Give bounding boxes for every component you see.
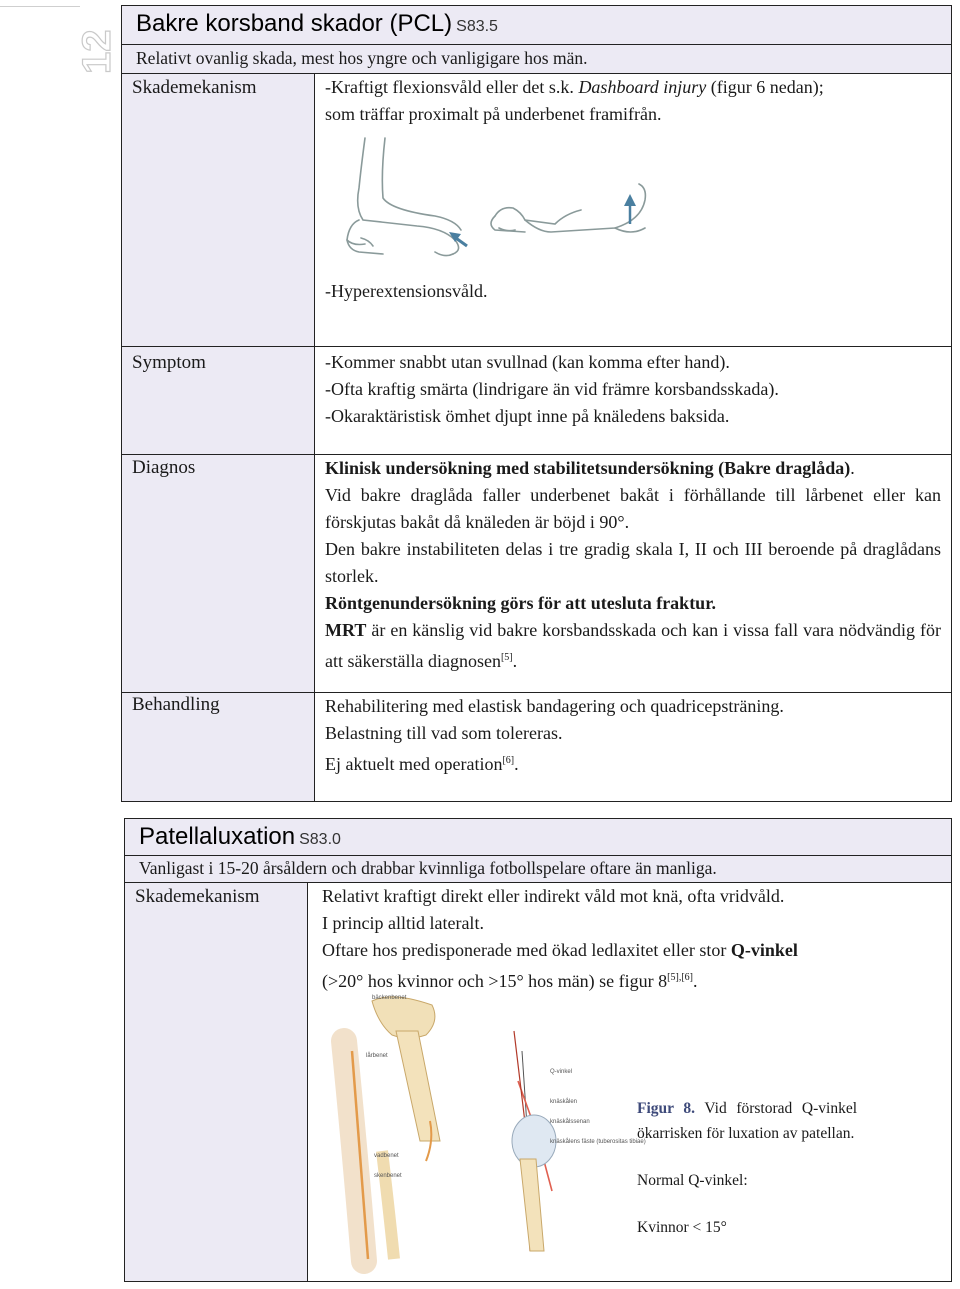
- pcl-symptom-3: -Okaraktäristisk ömhet djupt inne på knäledens baksida.: [325, 406, 730, 426]
- pcl-subtitle: Relativt ovanlig skada, mest hos yngre och vanligigare hos män.: [122, 45, 952, 74]
- pcl-diagnos-mrt: MRT: [325, 620, 367, 640]
- pcl-mech-text-c: (figur 6 nedan);: [706, 77, 824, 97]
- caption-figure-number: Figur 8.: [637, 1100, 696, 1117]
- pcl-table: [121, 5, 952, 802]
- pcl-diagnos-cell: [315, 455, 952, 693]
- pcl-mech-line2: som träffar proximalt på underbenet framifrån.: [325, 104, 662, 124]
- patella-line4: (>20° hos kvinnor och >15° hos män) se figur 8: [322, 971, 668, 991]
- pcl-behandling-cell: [315, 693, 952, 802]
- pcl-title: Bakre korsband skador (PCL): [136, 10, 453, 37]
- pcl-code: S83.5: [456, 18, 498, 35]
- patella-mechanism-label-text: Skademekanism: [135, 886, 260, 907]
- pcl-symptom-label: [122, 347, 315, 455]
- pcl-mechanism-label: [122, 74, 315, 347]
- pcl-title-cell: [122, 6, 952, 45]
- label-knaskalssenan: knäskålssenan: [550, 1119, 590, 1125]
- patella-title-cell: [125, 819, 952, 856]
- patella-title: Patellaluxation: [139, 823, 296, 850]
- label-vadbenet: vadbenet: [374, 1153, 399, 1159]
- patella-qvinkel: Q-vinkel: [730, 940, 798, 960]
- patella-line2: I princip alltid lateralt.: [322, 913, 484, 933]
- caption-cut-wrap: [637, 1215, 857, 1236]
- pcl-behandling-ref: [6]: [502, 755, 515, 766]
- pcl-diagnos-p2: Den bakre instabiliteten delas i tre gradig skala I, II och III beroende på draglådans storlek.: [325, 539, 941, 586]
- label-skenbenet: skenbenet: [374, 1173, 402, 1179]
- q-angle-figure: [322, 991, 941, 1281]
- pcl-diagnos-p4-end: .: [512, 651, 518, 671]
- pcl-behandling-3: Ej aktuelt med operation: [325, 754, 503, 774]
- pcl-diagnos-bold: Klinisk undersökning med stabilitetsundersökning (Bakre draglåda): [325, 458, 851, 478]
- pcl-symptom-1: -Kommer snabbt utan svullnad (kan komma efter hand).: [325, 352, 730, 372]
- patella-subtitle: Vanligast i 15-20 årsåldern och drabbar kvinnliga fotbollspelare oftare än manliga.: [125, 856, 952, 883]
- pcl-behandling-2: Belastning till vad som tolereras.: [325, 723, 563, 743]
- header-rule: [0, 6, 80, 7]
- pcl-mech-dashboard: Dashboard injury: [578, 77, 707, 97]
- pcl-symptom-2: -Ofta kraftig smärta (lindrigare än vid främre korsbandsskada).: [325, 379, 779, 399]
- patella-mechanism-cell: [308, 883, 952, 1282]
- pcl-symptom-label-text: Symptom: [132, 352, 206, 373]
- pcl-behandling-label: [122, 693, 315, 802]
- pcl-mechanism-label-text: Skademekanism: [132, 77, 257, 98]
- pcl-mech-text-a: -Kraftigt flexionsvåld eller det s.k.: [325, 77, 579, 97]
- patella-ref: [5],[6]: [667, 972, 693, 983]
- pcl-behandling-end: .: [514, 754, 519, 774]
- leg-anatomy-illustration: [322, 991, 646, 1281]
- dashboard-injury-figure: [325, 128, 941, 278]
- label-backenbenet: bäckenbenet: [372, 995, 407, 1001]
- label-larbenet: lårbenet: [366, 1053, 388, 1059]
- patella-code: S83.0: [299, 831, 341, 848]
- pcl-diagnos-p1: Vid bakre draglåda faller underbenet bakåt i förhållande till lårbenet eller kan förskjutas bakåt då knäleden är böjd i 90°.: [325, 485, 941, 532]
- label-qvinkel: Q-vinkel: [550, 1069, 573, 1075]
- page-number: 12: [75, 29, 119, 74]
- pcl-diagnos-p4: är en känslig vid bakre korsbandsskada och kan i vissa fall vara nödvändig för att säkerställa diagnosen: [325, 620, 941, 671]
- pcl-symptom-cell: [315, 347, 952, 455]
- pcl-behandling-1: Rehabilitering med elastisk bandagering och quadricepsträning.: [325, 696, 784, 716]
- pcl-diagnos-p3: Röntgenundersökning görs för att utesluta fraktur.: [325, 593, 717, 613]
- pcl-diagnos-label-text: Diagnos: [132, 457, 196, 478]
- caption-text: Vid förstorad Q-vinkel ökarrisken för luxation av patellan.: [637, 1100, 858, 1142]
- pcl-mechanism-cell: [315, 74, 952, 347]
- caption-women-cut: Kvinnor < 15°: [637, 1219, 727, 1236]
- pcl-behandling-label-text: Behandling: [132, 694, 220, 715]
- label-knaskalen: knäskålen: [550, 1099, 578, 1105]
- pcl-diagnos-bold-end: .: [850, 458, 855, 478]
- caption-normal-qangle: Normal Q-vinkel:: [637, 1172, 748, 1189]
- patella-mechanism-label: [125, 883, 308, 1282]
- pcl-mech-line3: -Hyperextensionsvåld.: [325, 281, 488, 301]
- label-tuberositas: knäskålens fäste (tuberositas tibiae): [550, 1139, 646, 1145]
- patella-line1: Relativt kraftigt direkt eller indirekt våld mot knä, ofta vridvåld.: [322, 886, 785, 906]
- patella-line3: Oftare hos predisponerade med ökad ledlaxitet eller stor: [322, 940, 731, 960]
- figure-8-caption: [637, 1096, 858, 1236]
- knee-illustration: [325, 128, 745, 278]
- pcl-diagnos-ref: [5]: [500, 652, 513, 663]
- patella-table: [124, 818, 952, 1282]
- patella-line4-end: .: [692, 971, 698, 991]
- pcl-diagnos-label: [122, 455, 315, 693]
